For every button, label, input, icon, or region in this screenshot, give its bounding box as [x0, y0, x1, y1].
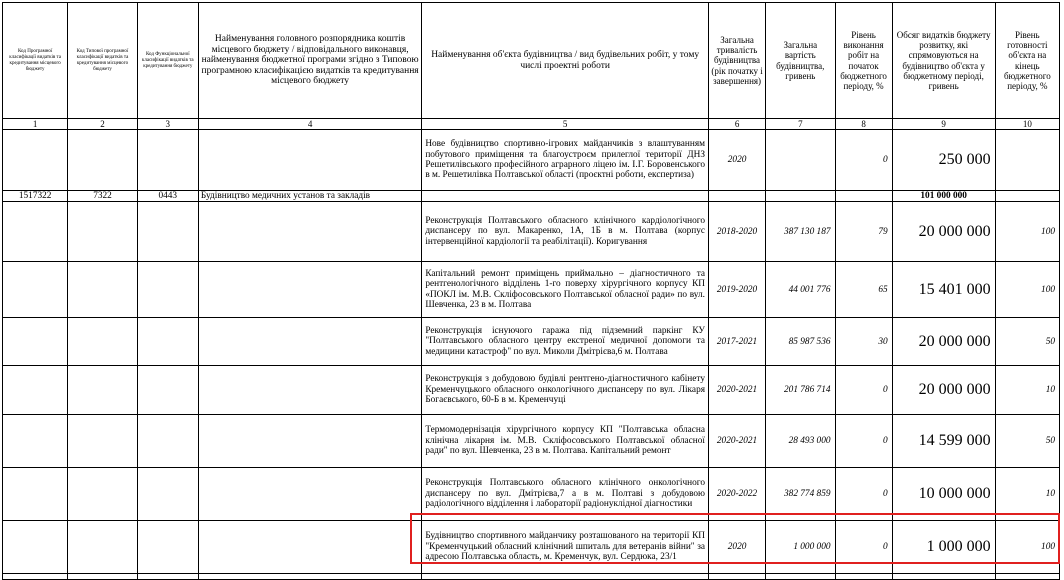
- completion-end-cell: 50: [995, 318, 1059, 366]
- table-row: [3, 262, 1060, 318]
- object-name-cell: Капітальний ремонт приміщень приймально – діагностичного та рентгенологічного відділень 1-го поверху хірургічного корпусу КП «ПОКЛ ім. М.В. Скліфосовського Полтавської обласної ради» по вул. Шевченка, 23 в м. Полтава: [422, 262, 709, 318]
- object-name-cell: Реконструкція Полтавського обласного клінічного онкологічного диспансеру по вул. Дмітрієва,7 а в м. Полтаві з добудовою радіологічного відділення і лабораторії радіонуклідної діагностики: [422, 468, 709, 521]
- spending-cell: 20 000 000: [892, 318, 995, 366]
- highlighted-table-row: [3, 521, 1060, 574]
- spending-cell: 10 000 000: [892, 468, 995, 521]
- typical-code-cell: 7322: [68, 191, 137, 202]
- duration-cell: 2018-2020: [709, 202, 766, 262]
- duration-cell: 2020-2022: [709, 468, 766, 521]
- header-object-name: Найменування об'єкта будівництва / вид будівельних робіт, у тому числі проектні роботи: [422, 3, 709, 119]
- table-row: [3, 318, 1060, 366]
- completion-start-cell: 0: [835, 415, 892, 468]
- completion-end-cell: 10: [995, 468, 1059, 521]
- group-spending-cell: 101 000 000: [892, 191, 995, 202]
- header-completion-end: Рівень готовності об'єкта на кінець бюджетного періоду, %: [995, 3, 1059, 119]
- completion-start-cell: 0: [835, 366, 892, 415]
- completion-start-cell: 79: [835, 202, 892, 262]
- total-cost-cell: 382 774 859: [766, 468, 835, 521]
- header-completion-start: Рівень виконання робіт на початок бюджетного періоду, %: [835, 3, 892, 119]
- header-spending: Обсяг видатків бюджету розвитку, які спрямовуються на будівництво об'єкта у бюджетному періоді, гривень: [892, 3, 995, 119]
- completion-end-cell: [995, 130, 1059, 191]
- total-cost-cell: 1 000 000: [766, 521, 835, 574]
- total-cost-cell: [766, 130, 835, 191]
- total-cost-cell: 387 130 187: [766, 202, 835, 262]
- header-total-cost: Загальна вартість будівництва, гривень: [766, 3, 835, 119]
- completion-end-cell: 100: [995, 262, 1059, 318]
- completion-end-cell: 10: [995, 366, 1059, 415]
- object-name-cell: Реконструкція існуючого гаража під підземний паркінг КУ "Полтавського обласного центру екстреної медичної допомоги та медицини катастроф" по вул. Миколи Дмітрієва,6 м. Полтава: [422, 318, 709, 366]
- total-cost-cell: 44 001 776: [766, 262, 835, 318]
- column-number: 10: [995, 119, 1059, 130]
- completion-start-cell: 30: [835, 318, 892, 366]
- completion-start-cell: 0: [835, 130, 892, 191]
- functional-code-cell: 0443: [137, 191, 198, 202]
- column-number: 9: [892, 119, 995, 130]
- header-typical-code: Код Типової програмної класифікації видатків та кредитування місцевого бюджету: [68, 3, 137, 119]
- program-name-cell: Будівництво медичних установ та закладів: [198, 191, 421, 202]
- construction-objects-table: [2, 2, 1060, 580]
- table-row: [3, 415, 1060, 468]
- cut-off-row: [3, 574, 1060, 580]
- duration-cell: 2020: [709, 130, 766, 191]
- table-row: [3, 130, 1060, 191]
- object-name-cell: Термомодернізація хірургічного корпусу КП "Полтавська обласна клінічна лікарня ім. М.В. Скліфосовського Полтавської обласної ради" по вул. Шевченка, 23 в м. Полтава. Капітальний ремонт: [422, 415, 709, 468]
- spending-cell: 250 000: [892, 130, 995, 191]
- column-number: 1: [3, 119, 68, 130]
- header-program-code: Код Програмної класифікації видатків та кредитування місцевого бюджету: [3, 3, 68, 119]
- duration-cell: 2020-2021: [709, 366, 766, 415]
- header-functional-code: Код Функціональної класифікації видатків та кредитування бюджету: [137, 3, 198, 119]
- total-cost-cell: 28 493 000: [766, 415, 835, 468]
- table-row: [3, 202, 1060, 262]
- spending-cell: 14 599 000: [892, 415, 995, 468]
- header-row: [3, 3, 1060, 119]
- column-number: 4: [198, 119, 421, 130]
- completion-start-cell: 0: [835, 468, 892, 521]
- completion-start-cell: 65: [835, 262, 892, 318]
- object-name-cell: Нове будівництво спортивно-ігрових майданчиків з влаштуванням побутового приміщення та благоустроєм прилеглої території ДНЗ Решетилівського професійного аграрного ліцею ім. І.Г. Боровенського в м. Решетилівка Полтавської області (проєктні роботи, експертиза): [422, 130, 709, 191]
- completion-end-cell: 100: [995, 202, 1059, 262]
- duration-cell: 2019-2020: [709, 262, 766, 318]
- spending-cell: 20 000 000: [892, 366, 995, 415]
- spending-cell: 1 000 000: [892, 521, 995, 574]
- header-duration: Загальна тривалість будівництва (рік початку і завершення): [709, 3, 766, 119]
- column-number: 3: [137, 119, 198, 130]
- completion-end-cell: 50: [995, 415, 1059, 468]
- duration-cell: 2020: [709, 521, 766, 574]
- object-name-cell: Реконструкція з добудовою будівлі рентгено-діагностичного кабінету Кременчуцького обласного онкологічного диспансеру по вул. Лікаря Богаєвського, 60-Б в м. Кременчуці: [422, 366, 709, 415]
- duration-cell: 2020-2021: [709, 415, 766, 468]
- program-group-row: [3, 191, 1060, 202]
- table-row: [3, 468, 1060, 521]
- column-number: 7: [766, 119, 835, 130]
- program-code-cell: 1517322: [3, 191, 68, 202]
- spending-cell: 20 000 000: [892, 202, 995, 262]
- object-name-cell: Реконструкція Полтавського обласного клінічного кардіологічного диспансеру по вул. Макаренко, 1А, 1Б в м. Полтава (корпус інтервенційної кардіології та реабілітації). Коригування: [422, 202, 709, 262]
- column-number: 6: [709, 119, 766, 130]
- column-number: 5: [422, 119, 709, 130]
- header-program-name: Найменування головного розпорядника коштів місцевого бюджету / відповідального виконавця, найменування бюджетної програми згідно з Типовою програмною класифікацією видатків та кредитування місцевого бюджету: [198, 3, 421, 119]
- column-number: 8: [835, 119, 892, 130]
- table-row: [3, 366, 1060, 415]
- spending-cell: 15 401 000: [892, 262, 995, 318]
- completion-end-cell: 100: [995, 521, 1059, 574]
- column-number-row: [3, 119, 1060, 130]
- object-name-cell: Будівництво спортивного майданчику розташованого на території КП "Кременчуцький обласний клінічний шпиталь для ветеранів війни" за адресою Полтавська область, м. Кременчук, вул. Сердюка, 23/1: [422, 521, 709, 574]
- total-cost-cell: 201 786 714: [766, 366, 835, 415]
- column-number: 2: [68, 119, 137, 130]
- duration-cell: 2017-2021: [709, 318, 766, 366]
- completion-start-cell: 0: [835, 521, 892, 574]
- total-cost-cell: 85 987 536: [766, 318, 835, 366]
